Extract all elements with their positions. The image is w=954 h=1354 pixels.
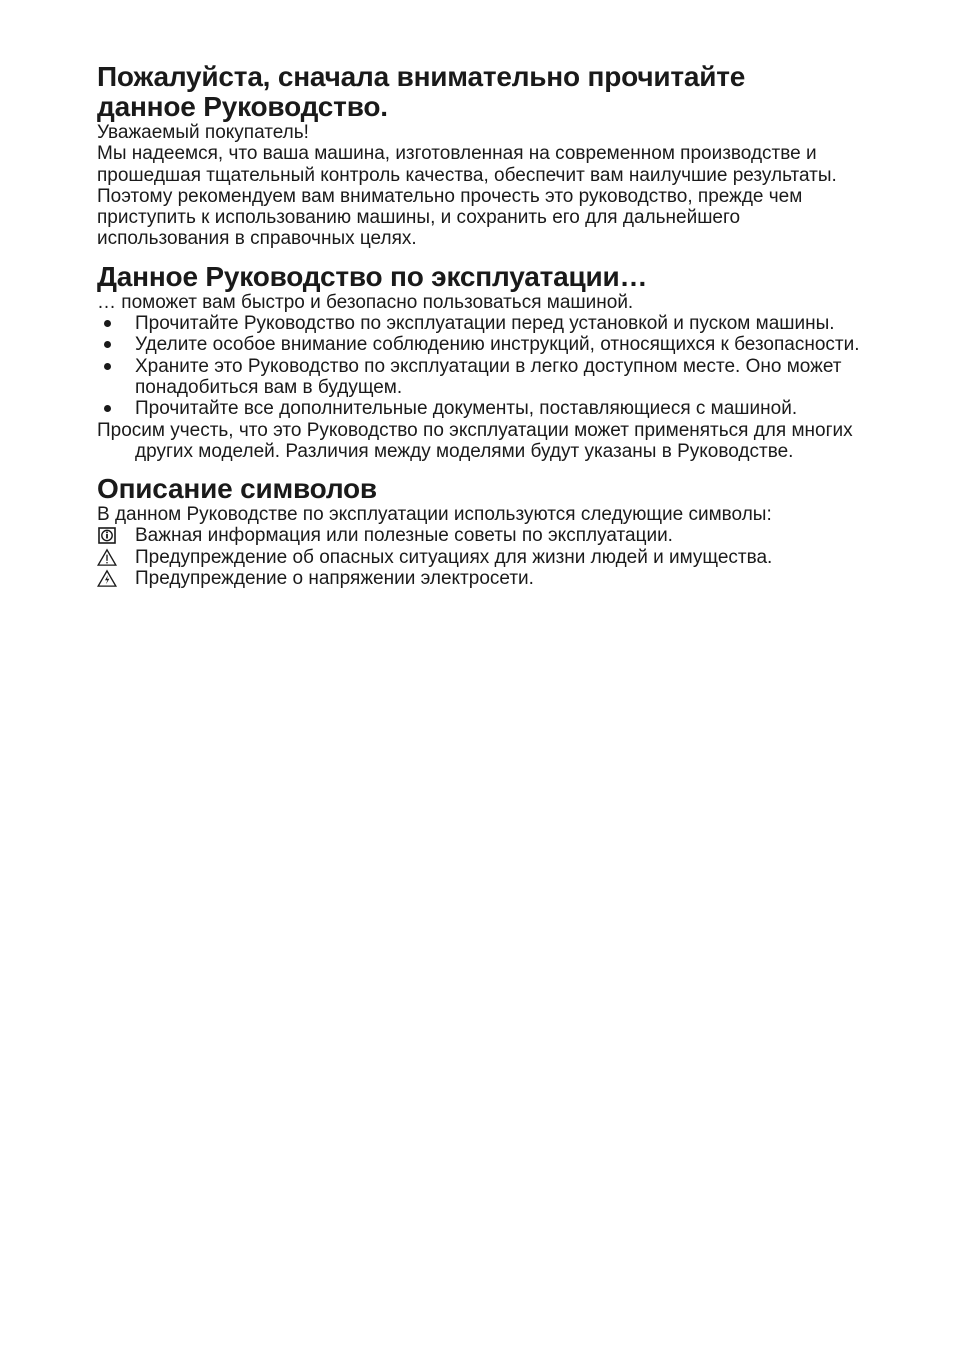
list-item-text: Прочитайте все дополнительные документы, поставляющиеся с машиной. — [135, 398, 798, 420]
list-item-text: Храните это Руководство по эксплуатации в легко доступном месте. Оно может понадобиться вам в будущем. — [135, 355, 842, 398]
list-item — [97, 568, 864, 589]
list-item-text: Прочитайте Руководство по эксплуатации перед установкой и пуском машины. — [135, 313, 835, 335]
list-item-text: Предупреждение о напряжении электросети. — [135, 568, 534, 590]
list-item — [97, 398, 864, 419]
list-item — [97, 525, 864, 546]
list-item — [97, 334, 864, 355]
instruction-list — [97, 313, 864, 419]
list-item-text: Важная информация или полезные советы по эксплуатации. — [135, 525, 673, 547]
section3-title: Описание символов — [97, 473, 377, 505]
bullet-icon — [97, 356, 117, 377]
section1-title — [97, 62, 864, 122]
intro-paragraph: Мы надеемся, что ваша машина, изготовленная на современном производстве и прошедшая тщательный контроль качества, обеспечит вам наилучшие результаты. — [97, 143, 837, 186]
models-note: Просим учесть, что это Руководство по эксплуатации может применяться для многих других моделей. Различия между моделями будут указаны в Руководстве. — [97, 419, 853, 462]
list-item-text: Предупреждение об опасных ситуациях для жизни людей и имущества. — [135, 546, 773, 568]
info-icon — [97, 525, 117, 546]
section2-intro: … поможет вам быстро и безопасно пользоваться машиной. — [97, 291, 634, 313]
list-item — [97, 356, 864, 399]
bullet-icon — [97, 398, 117, 419]
section1-title-line2: данное Руководство. — [97, 91, 388, 122]
greeting: Уважаемый покупатель! — [97, 122, 309, 143]
section3-intro: В данном Руководстве по эксплуатации используются следующие символы: — [97, 504, 772, 526]
list-item-text: Уделите особое внимание соблюдению инструкций, относящихся к безопасности. — [135, 334, 860, 356]
bullet-icon — [97, 334, 117, 355]
bullet-icon — [97, 313, 117, 334]
electric-warning-icon — [97, 568, 117, 589]
list-item — [97, 547, 864, 568]
section2-title: Данное Руководство по эксплуатации… — [97, 260, 648, 292]
warning-triangle-icon — [97, 547, 117, 568]
recommendation-paragraph: Поэтому рекомендуем вам внимательно прочесть это руководство, прежде чем приступить к использованию машины, и сохранить его для дальнейшего использования в справочных целях. — [97, 185, 803, 250]
list-item — [97, 313, 864, 334]
symbol-list — [97, 525, 864, 589]
section1-title-line1: Пожалуйста, сначала внимательно прочитайте — [97, 61, 746, 92]
